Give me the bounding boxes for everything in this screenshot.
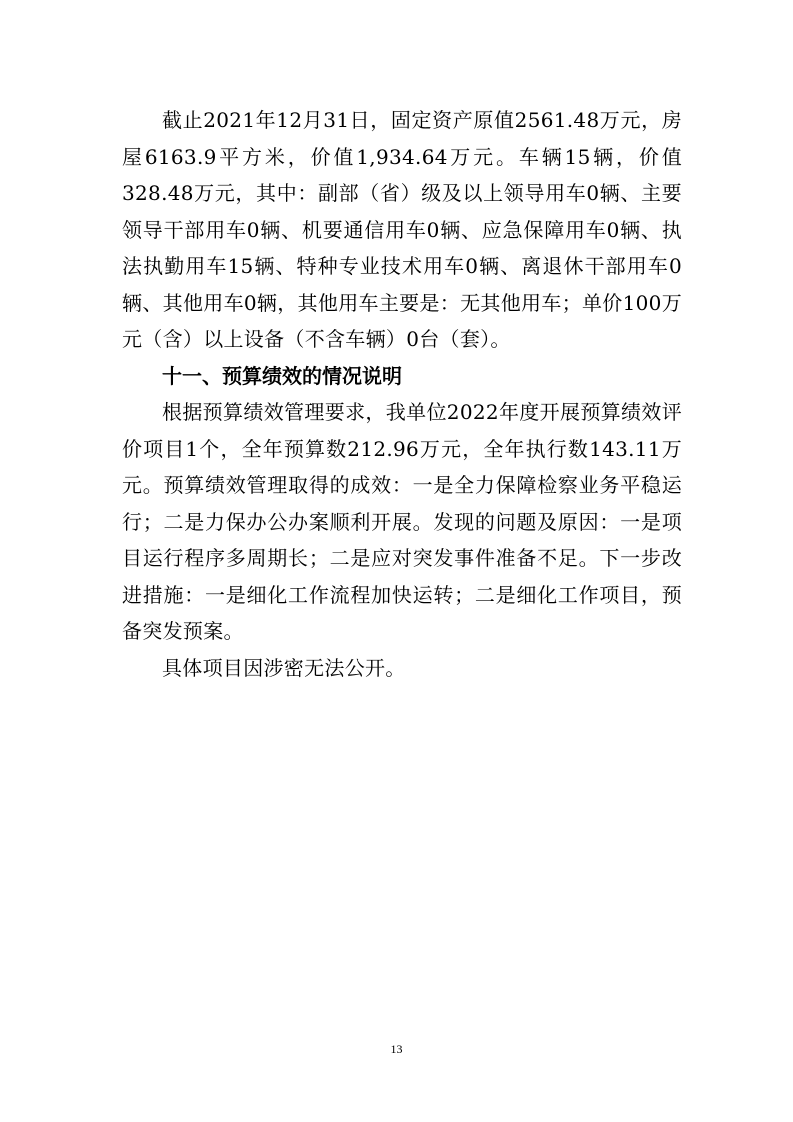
paragraph-confidential-note: 具体项目因涉密无法公开。 [162, 655, 406, 680]
section-heading-budget-performance: 十一、预算绩效的情况说明 [162, 363, 402, 388]
document-body [122, 102, 682, 686]
paragraph-fixed-assets: 截止2021年12月31日，固定资产原值2561.48万元，房屋6163.9平方米，价值1,934.64万元。车辆15辆，价值328.48万元，其中：副部（省）级及以上领导用车0辆、主要领导干部用车0辆、机要通信用车0辆、应急保障用车0辆、执法执勤用车15辆、特种专业技术用车0辆、离退休干部用车0辆、其他用车0辆，其他用车主要是：无其他用车；单价100万元（含）以上设备（不含车辆）0台（套）。 [122, 108, 682, 351]
paragraph-budget-performance: 根据预算绩效管理要求，我单位2022年度开展预算绩效评价项目1个，全年预算数212.96万元，全年执行数143.11万元。预算绩效管理取得的成效：一是全力保障检察业务平稳运行；二是力保办公办案顺利开展。发现的问题及原因：一是项目运行程序多周期长；二是应对突发事件准备不足。下一步改进措施：一是细化工作流程加快运转；二是细化工作项目，预备突发预案。 [122, 400, 682, 643]
page-number: 13 [390, 1042, 403, 1056]
